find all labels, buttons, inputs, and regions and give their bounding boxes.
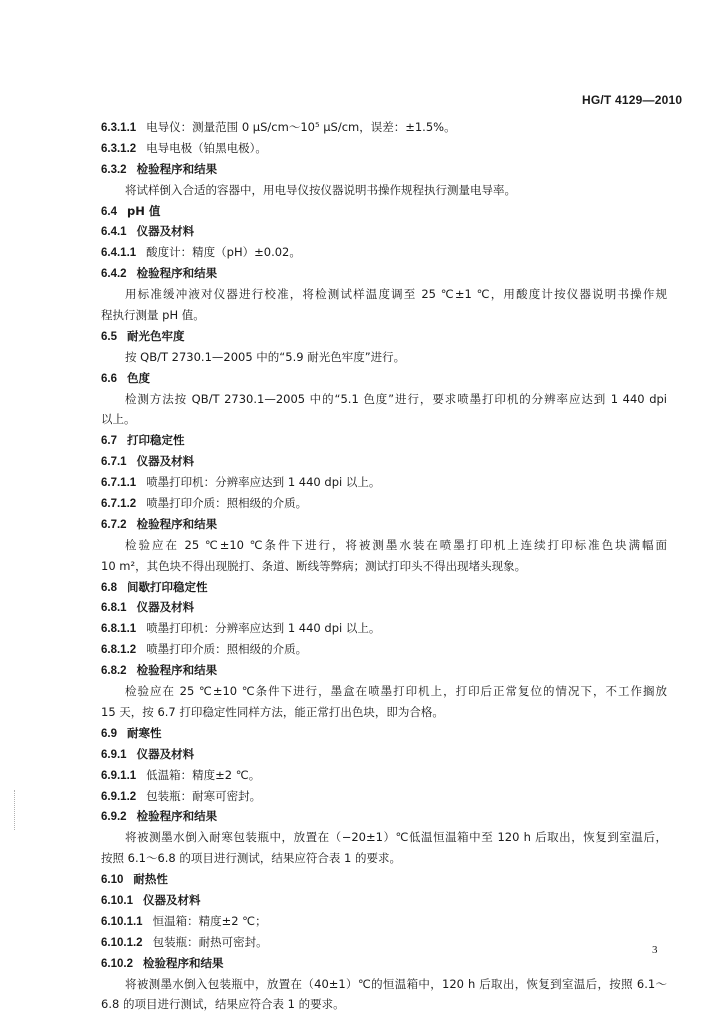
section-heading [101, 451, 667, 472]
heading-text: 打印稳定性 [127, 433, 185, 448]
list-item [101, 618, 667, 639]
clause-number: 6.6 [101, 372, 117, 385]
paragraph-line: 将被测墨水倒入耐寒包装瓶中，放置在（−20±1）℃低温恒温箱中至 120 h 后取出，恢复到室温后， [125, 830, 667, 845]
section-heading [101, 890, 667, 911]
paragraph-line: 用标准缓冲液对仪器进行校准，将检测试样温度调至 25 ℃±1 ℃，用酸度计按仪器说明书操作规 [125, 287, 667, 302]
list-item [101, 911, 667, 932]
heading-text: 耐热性 [133, 872, 168, 887]
heading-text: pH 值 [127, 203, 161, 218]
heading-text: 仪器及材料 [136, 600, 195, 615]
section-heading [101, 953, 667, 974]
section-heading [101, 869, 667, 890]
paragraph-line: 按照 6.1～6.8 的项目进行测试，结果应符合表 1 的要求。 [101, 851, 402, 866]
heading-text: 检验程序和结果 [136, 161, 218, 176]
clause-number: 6.4 [101, 205, 117, 218]
list-item [101, 786, 667, 807]
heading-text: 检验程序和结果 [136, 663, 218, 678]
clause-number: 6.9.1.1 [101, 769, 137, 782]
clause-number: 6.9.1 [101, 748, 127, 761]
clause-number: 6.9.1.2 [101, 790, 137, 803]
paragraph-line: 10 m²，其色块不得出现脱打、条道、断线等弊病；测试打印头不得出现堵头现象。 [101, 558, 527, 573]
paragraph-line: 按 QB/T 2730.1—2005 中的“5.9 耐光色牢度”进行。 [125, 349, 406, 364]
clause-number: 6.4.1.1 [101, 247, 137, 260]
section-heading [101, 326, 667, 347]
paragraph-line: 检验应在 25 ℃±10 ℃条件下进行，将被测墨水装在喷墨打印机上连续打印标准色块满幅面 [125, 537, 667, 552]
heading-text: 检验程序和结果 [136, 516, 218, 531]
heading-text: 耐光色牢度 [127, 328, 185, 343]
heading-text: 色度 [127, 370, 150, 385]
clause-number: 6.10.1 [101, 894, 133, 907]
section-heading [101, 430, 667, 451]
paragraph-line: 15 天，按 6.7 打印稳定性同样方法，能正常打出色块，即为合格。 [101, 704, 444, 719]
item-text: 酸度计：精度（pH）±0.02。 [146, 245, 301, 260]
standard-code: HG/T 4129—2010 [582, 93, 683, 107]
list-item [101, 493, 667, 514]
paragraph-line: 程执行测量 pH 值。 [101, 308, 205, 323]
clause-number: 6.10 [101, 874, 124, 887]
heading-text: 检验程序和结果 [136, 809, 218, 824]
section-heading [101, 201, 667, 222]
item-text: 电导仪：测量范围 0 μS/cm～10⁵ μS/cm，误差：±1.5%。 [146, 120, 456, 134]
clause-number: 6.10.1.2 [101, 936, 143, 949]
list-item [101, 117, 667, 138]
clause-number: 6.3.1.2 [101, 142, 137, 155]
list-item [101, 639, 667, 660]
clause-number: 6.9.2 [101, 811, 127, 824]
list-item [101, 138, 667, 159]
paragraph-line: 6.8 的项目进行测试，结果应符合表 1 的要求。 [101, 997, 345, 1012]
clause-number: 6.8 [101, 581, 117, 594]
clause-number: 6.8.1 [101, 602, 127, 615]
section-heading [101, 597, 667, 618]
section-heading [101, 514, 667, 535]
item-text: 喷墨打印机：分辨率应达到 1 440 dpi 以上。 [146, 475, 381, 490]
list-item [101, 765, 667, 786]
clause-number: 6.7 [101, 435, 117, 448]
section-heading [101, 263, 667, 284]
heading-text: 仪器及材料 [136, 454, 195, 469]
heading-text: 仪器及材料 [142, 892, 201, 907]
document-body [101, 117, 667, 1015]
paragraph-line: 将被测墨水倒入包装瓶中，放置在（40±1）℃的恒温箱中，120 h 后取出，恢复到室温后，按照 6.1～ [125, 976, 667, 991]
page-number: 3 [652, 944, 658, 956]
section-heading [101, 660, 667, 681]
section-heading [101, 723, 667, 744]
list-item [101, 472, 667, 493]
heading-text: 检验程序和结果 [142, 955, 224, 970]
section-heading [101, 577, 667, 598]
paragraph-line: 以上。 [101, 412, 136, 427]
clause-number: 6.8.2 [101, 665, 127, 678]
item-text: 喷墨打印机：分辨率应达到 1 440 dpi 以上。 [146, 621, 381, 636]
list-item [101, 242, 667, 263]
clause-number: 6.10.1.1 [101, 915, 143, 928]
heading-text: 耐寒性 [127, 725, 162, 740]
list-item [101, 932, 667, 953]
clause-number: 6.7.2 [101, 518, 127, 531]
section-heading [101, 221, 667, 242]
clause-number: 6.10.2 [101, 957, 133, 970]
heading-text: 仪器及材料 [136, 746, 195, 761]
section-heading [101, 159, 667, 180]
clause-number: 6.9 [101, 727, 117, 740]
item-text: 喷墨打印介质：照相级的介质。 [146, 642, 308, 657]
section-heading [101, 368, 667, 389]
heading-text: 间歇打印稳定性 [127, 579, 208, 594]
clause-number: 6.8.1.2 [101, 644, 137, 657]
item-text: 喷墨打印介质：照相级的介质。 [146, 496, 308, 511]
item-text: 电导电极（铂黑电极）。 [146, 140, 267, 155]
item-text: 包装瓶：耐寒可密封。 [146, 788, 262, 803]
heading-text: 仪器及材料 [136, 224, 195, 239]
clause-number: 6.7.1 [101, 456, 127, 469]
section-heading [101, 744, 667, 765]
section-heading [101, 806, 667, 827]
heading-text: 检验程序和结果 [136, 266, 218, 281]
item-text: 恒温箱：精度±2 ℃； [152, 913, 267, 928]
clause-number: 6.5 [101, 330, 117, 343]
clause-number: 6.7.1.2 [101, 498, 137, 511]
paragraph-line: 检测方法按 QB/T 2730.1—2005 中的“5.1 色度”进行，要求喷墨打印机的分辨率应达到 1 440 dpi [125, 391, 667, 406]
item-text: 包装瓶：耐热可密封。 [152, 934, 268, 949]
binding-mark [14, 790, 17, 830]
clause-number: 6.4.1 [101, 226, 127, 239]
clause-number: 6.8.1.1 [101, 623, 137, 636]
paragraph-line: 检验应在 25 ℃±10 ℃条件下进行，墨盒在喷墨打印机上，打印后正常复位的情况下，不工作搁放 [125, 684, 667, 699]
clause-number: 6.4.2 [101, 268, 127, 281]
clause-number: 6.3.1.1 [101, 122, 137, 134]
clause-number: 6.3.2 [101, 163, 127, 176]
paragraph-line: 将试样倒入合适的容器中，用电导仪按仪器说明书操作规程执行测量电导率。 [125, 182, 516, 197]
clause-number: 6.7.1.1 [101, 477, 137, 490]
item-text: 低温箱：精度±2 ℃。 [146, 767, 261, 782]
